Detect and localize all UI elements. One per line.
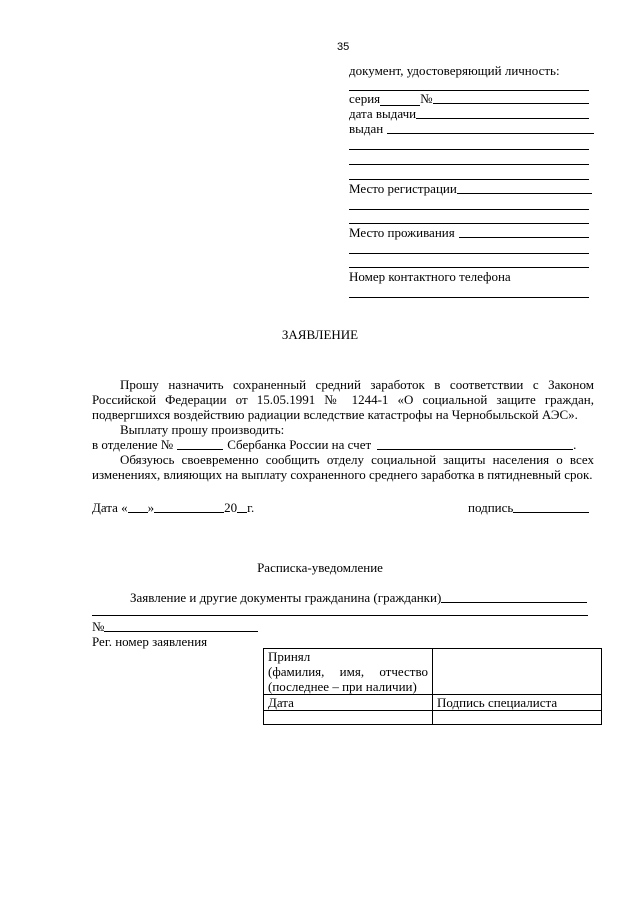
receipt-docs-text: Заявление и другие документы гражданина (гражданки) (130, 590, 442, 605)
account-number-field[interactable] (377, 437, 573, 450)
receipt-table-row-values (264, 711, 602, 725)
receipt-number-row (92, 619, 258, 634)
branch-number-field[interactable] (177, 437, 223, 450)
year-prefix: 20 (224, 500, 238, 515)
date-value-cell[interactable] (264, 711, 433, 725)
date-day-field[interactable] (128, 500, 148, 513)
issued-by-label: выдан (349, 121, 384, 136)
accepted-line-1: Принял (268, 649, 311, 664)
issue-date-field[interactable] (416, 106, 589, 119)
branch-account-row (92, 437, 594, 452)
phone-field[interactable] (349, 297, 589, 298)
signature-label: подпись (468, 500, 514, 515)
receipt-docs-row (130, 590, 587, 605)
statement-paragraph-3: Обязуюсь своевременно сообщить отделу социальной защиты населения о всех изменениях, влияющих на выплату сохраненного среднего заработка в пятидневный срок. (92, 452, 594, 482)
series-label: серия (349, 91, 381, 106)
issue-date-label: дата выдачи (349, 106, 417, 121)
issued-by-line-3[interactable] (349, 164, 589, 165)
receipt-table-row-accepted (264, 649, 602, 695)
residence-field[interactable] (459, 225, 589, 238)
registration-row (349, 181, 592, 196)
issued-by-field[interactable] (387, 121, 594, 134)
page-number: 35 (337, 41, 350, 53)
signature-row (468, 500, 589, 515)
date-prefix: Дата « (92, 500, 128, 515)
issue-date-row (349, 106, 589, 121)
receipt-table (263, 648, 602, 725)
year-suffix: г. (247, 500, 255, 515)
branch-end-period: . (573, 437, 577, 452)
statement-body (92, 377, 594, 482)
receipt-number-field[interactable] (104, 619, 258, 632)
residence-line-2[interactable] (349, 253, 589, 254)
document-title: ЗАЯВЛЕНИЕ (281, 327, 359, 342)
branch-label: в отделение № (92, 437, 174, 452)
issued-by-line-2[interactable] (349, 149, 589, 150)
specialist-signature-label-cell: Подпись специалиста (433, 695, 602, 711)
id-document-label: документ, удостоверяющий личность: (349, 63, 560, 78)
bank-account-label: Сбербанка России на счет (227, 437, 372, 452)
residence-row (349, 225, 589, 240)
registration-line-2[interactable] (349, 209, 589, 210)
date-row (92, 500, 254, 515)
accepted-line-2: (фамилия, имя, отчество (268, 664, 428, 679)
issued-by-row (349, 121, 594, 136)
date-label-cell: Дата (264, 695, 433, 711)
registration-field[interactable] (457, 181, 592, 194)
receipt-title: Расписка-уведомление (257, 560, 383, 575)
series-number-row (349, 91, 589, 106)
series-field[interactable] (380, 93, 420, 106)
specialist-signature-value-cell[interactable] (433, 711, 602, 725)
date-month-field[interactable] (154, 500, 224, 513)
year-field[interactable] (237, 500, 247, 513)
issued-by-line-4[interactable] (349, 179, 589, 180)
receipt-number-label: № (92, 619, 105, 634)
signature-field[interactable] (513, 500, 589, 513)
number-field[interactable] (433, 91, 589, 104)
reg-number-label: Рег. номер заявления (92, 634, 208, 649)
residence-line-3[interactable] (349, 267, 589, 268)
citizen-name-line-2[interactable] (92, 615, 588, 616)
accepted-label-cell (264, 649, 433, 695)
registration-label: Место регистрации (349, 181, 457, 196)
date-mid: » (147, 500, 155, 515)
citizen-name-field[interactable] (441, 590, 587, 603)
number-label: № (420, 91, 433, 106)
statement-paragraph-2: Выплату прошу производить: (120, 422, 285, 437)
accepted-value-cell[interactable] (433, 649, 602, 695)
receipt-table-row-labels (264, 695, 602, 711)
phone-label: Номер контактного телефона (349, 269, 511, 284)
statement-paragraph-1: Прошу назначить сохраненный средний заработок в соответствии с Законом Российской Федерации от 15.05.1991 № 1244-1 «О социальной защите граждан, подвергшихся воздействию радиации вследствие катастрофы на Чернобыльской АЭС». (92, 377, 594, 422)
accepted-line-3: (последнее – при наличии) (268, 679, 417, 694)
residence-label: Место проживания (349, 225, 455, 240)
registration-line-3[interactable] (349, 223, 589, 224)
